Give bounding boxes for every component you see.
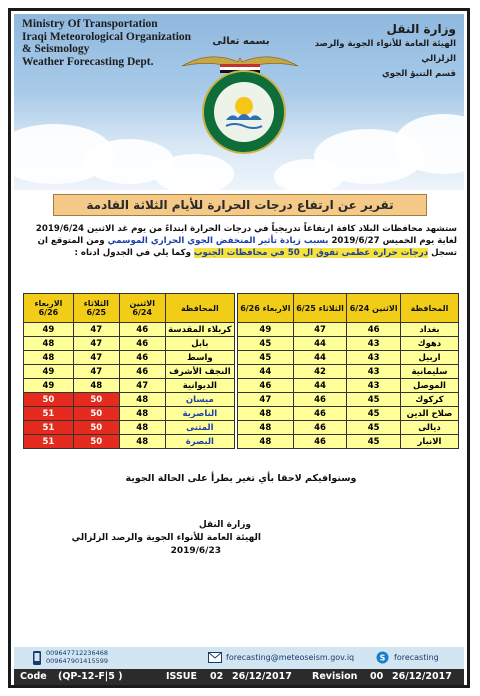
table-body xyxy=(24,323,235,449)
paragraph-text: ومن المتوقع ان تسجل xyxy=(37,236,457,258)
table-row xyxy=(24,421,235,435)
temperature-cell: 46 xyxy=(238,379,294,393)
arabic-line: الهيئة العامة للأنواء الجوية والرصد الزلزالي xyxy=(314,39,456,64)
temperature-cell: 50 xyxy=(73,435,119,449)
temperature-cell: 44 xyxy=(293,351,347,365)
column-header-tuesday: الثلاثاء 6/25 xyxy=(73,294,119,323)
email-icon xyxy=(208,652,222,663)
temperature-cell: 44 xyxy=(293,337,347,351)
temperature-cell: 51 xyxy=(24,421,74,435)
organization-seal-icon xyxy=(202,70,286,154)
bismillah-text: بسمه تعالى xyxy=(212,36,270,47)
temperature-cell: 45 xyxy=(347,421,401,435)
revision-date: 26/12/2017 xyxy=(392,671,452,682)
temperature-table-south xyxy=(23,293,235,449)
table-body xyxy=(238,323,459,449)
temperature-cell: 47 xyxy=(238,393,294,407)
temperature-cell: 49 xyxy=(24,379,74,393)
table-row xyxy=(238,323,459,337)
province-cell: النجف الأشرف xyxy=(165,365,234,379)
signature-block xyxy=(72,519,261,558)
province-cell: بغداد xyxy=(400,323,458,337)
signature-date: 2019/6/23 xyxy=(170,546,221,556)
follow-up-note: وسنوافيكم لاحقا بأي تغير يطرأ على الحالة الجوية xyxy=(125,473,357,484)
temperature-cell: 50 xyxy=(73,407,119,421)
temperature-cell: 46 xyxy=(347,323,401,337)
province-cell: بابل xyxy=(165,337,234,351)
table-row xyxy=(24,337,235,351)
province-cell: الموصل xyxy=(400,379,458,393)
english-letterhead xyxy=(22,18,192,68)
temperature-cell: 44 xyxy=(238,365,294,379)
temperature-cell: 45 xyxy=(238,337,294,351)
temperature-cell: 50 xyxy=(24,393,74,407)
table-row xyxy=(238,379,459,393)
temperature-cell: 46 xyxy=(119,351,165,365)
english-line: Weather Forecasting Dept. xyxy=(22,55,154,68)
english-line: & Seismology xyxy=(22,43,90,56)
temperature-cell: 48 xyxy=(119,421,165,435)
table-header-row xyxy=(24,294,235,323)
temperature-cell: 47 xyxy=(73,365,119,379)
temperature-cell: 46 xyxy=(293,435,347,449)
province-cell: الديوانية xyxy=(165,379,234,393)
email-link[interactable]: forecasting@meteoseism.gov.iq xyxy=(226,653,355,662)
column-header-province: المحافظة xyxy=(165,294,234,323)
temperature-cell: 47 xyxy=(119,379,165,393)
signature-organization: الهيئة العامة للأنواء الجوية والرصد الزلزالي xyxy=(71,533,261,543)
table-row xyxy=(238,393,459,407)
skype-icon xyxy=(376,651,389,664)
province-cell: سليمانية xyxy=(400,365,458,379)
table-row xyxy=(238,351,459,365)
temperature-cell: 46 xyxy=(293,421,347,435)
temperature-cell: 50 xyxy=(73,421,119,435)
temperature-cell: 46 xyxy=(119,365,165,379)
temperature-cell: 47 xyxy=(73,337,119,351)
document-code-bar xyxy=(14,669,464,685)
temperature-cell: 47 xyxy=(73,351,119,365)
table-row xyxy=(238,407,459,421)
temperature-cell: 46 xyxy=(293,407,347,421)
column-header-tuesday: الثلاثاء 6/25 xyxy=(293,294,347,323)
province-cell: اربيل xyxy=(400,351,458,365)
issue-value: 02 xyxy=(210,671,224,682)
temperature-cell: 51 xyxy=(24,435,74,449)
province-cell: كركوك xyxy=(400,393,458,407)
arabic-line: وزارة النقل xyxy=(386,22,456,36)
province-cell: ديالى xyxy=(400,421,458,435)
temperature-cell: 47 xyxy=(293,323,347,337)
temperature-cell: 47 xyxy=(73,323,119,337)
province-cell: المثنى xyxy=(165,421,234,435)
letterhead xyxy=(14,14,464,190)
table-row xyxy=(238,435,459,449)
table-row xyxy=(238,421,459,435)
revision-label: Revision xyxy=(312,671,358,682)
code-value: (QP-12-F|5 ) xyxy=(58,671,123,682)
temperature-cell: 45 xyxy=(347,435,401,449)
paragraph-highlight: درجات حرارة عظمى تفوق ال 50 في محافظات الجنوب xyxy=(193,248,429,258)
province-cell: ميسان xyxy=(165,393,234,407)
temperature-cell: 48 xyxy=(119,393,165,407)
province-cell: دهوك xyxy=(400,337,458,351)
table-row xyxy=(238,337,459,351)
skype-handle[interactable]: forecasting xyxy=(394,653,439,662)
temperature-cell: 48 xyxy=(238,435,294,449)
document-frame xyxy=(8,8,470,688)
temperature-cell: 49 xyxy=(24,323,74,337)
temperature-cell: 42 xyxy=(293,365,347,379)
arabic-letterhead xyxy=(286,22,456,82)
temperature-cell: 46 xyxy=(119,323,165,337)
phone-numbers xyxy=(46,649,108,665)
signature-ministry: وزارة النقل xyxy=(198,520,251,530)
temperature-cell: 45 xyxy=(238,351,294,365)
issue-date: 26/12/2017 xyxy=(232,671,292,682)
revision-value: 00 xyxy=(370,671,384,682)
paragraph-cause: بسبب زيادة تأثير المنخفض الجوي الحراري الموسمي xyxy=(107,236,329,246)
province-cell: البصرة xyxy=(165,435,234,449)
temperature-table-north xyxy=(237,293,459,449)
temperature-cell: 48 xyxy=(73,379,119,393)
temperature-cell: 46 xyxy=(119,337,165,351)
table-row xyxy=(238,365,459,379)
column-header-monday: الاثنين 6/24 xyxy=(119,294,165,323)
temperature-cell: 43 xyxy=(347,337,401,351)
table-row xyxy=(24,393,235,407)
code-label: Code xyxy=(20,671,47,682)
temperature-cell: 51 xyxy=(24,407,74,421)
temperature-cell: 43 xyxy=(347,379,401,393)
english-line: Ministry Of Transportation xyxy=(22,18,158,30)
phone-number: 009647712236468 xyxy=(46,649,109,657)
province-cell: واسط xyxy=(165,351,234,365)
table-header-row xyxy=(238,294,459,323)
temperature-cell: 48 xyxy=(119,407,165,421)
table-row xyxy=(24,365,235,379)
temperature-cell: 49 xyxy=(24,365,74,379)
temperature-cell: 48 xyxy=(24,351,74,365)
svg-text:S: S xyxy=(379,653,386,663)
phone-number: 009647901415599 xyxy=(46,657,109,665)
phone-icon xyxy=(32,650,42,666)
temperature-cell: 49 xyxy=(238,323,294,337)
report-paragraph xyxy=(23,223,457,259)
temperature-cell: 44 xyxy=(293,379,347,393)
province-cell: الناصرية xyxy=(165,407,234,421)
table-row xyxy=(24,435,235,449)
table-row xyxy=(24,323,235,337)
arabic-line: قسم التنبؤ الجوي xyxy=(382,69,456,79)
table-row xyxy=(24,351,235,365)
temperature-cell: 48 xyxy=(119,435,165,449)
temperature-cell: 45 xyxy=(347,407,401,421)
temperature-cell: 43 xyxy=(347,351,401,365)
province-cell: كربلاء المقدسة xyxy=(165,323,234,337)
table-row xyxy=(24,379,235,393)
table-row xyxy=(24,407,235,421)
province-cell: الانبار xyxy=(400,435,458,449)
column-header-monday: الاثنين 6/24 xyxy=(347,294,401,323)
temperature-cell: 50 xyxy=(73,393,119,407)
paragraph-text: وكما يلي في الجدول ادناه : xyxy=(74,248,194,258)
column-header-wednesday: الاربعاء 6/26 xyxy=(24,294,74,323)
temperature-cell: 43 xyxy=(347,365,401,379)
english-line: Iraqi Meteorological Organization xyxy=(22,30,192,43)
issue-label: ISSUE xyxy=(166,671,197,682)
temperature-cell: 48 xyxy=(24,337,74,351)
temperature-cell: 46 xyxy=(293,393,347,407)
column-header-wednesday: الاربعاء 6/26 xyxy=(238,294,294,323)
report-title: تقرير عن ارتفاع درجات الحرارة للأيام الثلاثة القادمة xyxy=(53,194,427,216)
temperature-cell: 48 xyxy=(238,407,294,421)
contact-footer xyxy=(14,647,464,669)
paragraph-text: ستشهد محافظات البلاد كافة ارتفاعاً تدريجياً في درجات الحرارة ابتداءً من يوم غد الاثنين 2019/6/24 لغاية يوم الخميس 2019/6/27 xyxy=(35,224,457,246)
province-cell: صلاح الدين xyxy=(400,407,458,421)
column-header-province: المحافظة xyxy=(400,294,458,323)
temperature-cell: 48 xyxy=(238,421,294,435)
temperature-cell: 45 xyxy=(347,393,401,407)
